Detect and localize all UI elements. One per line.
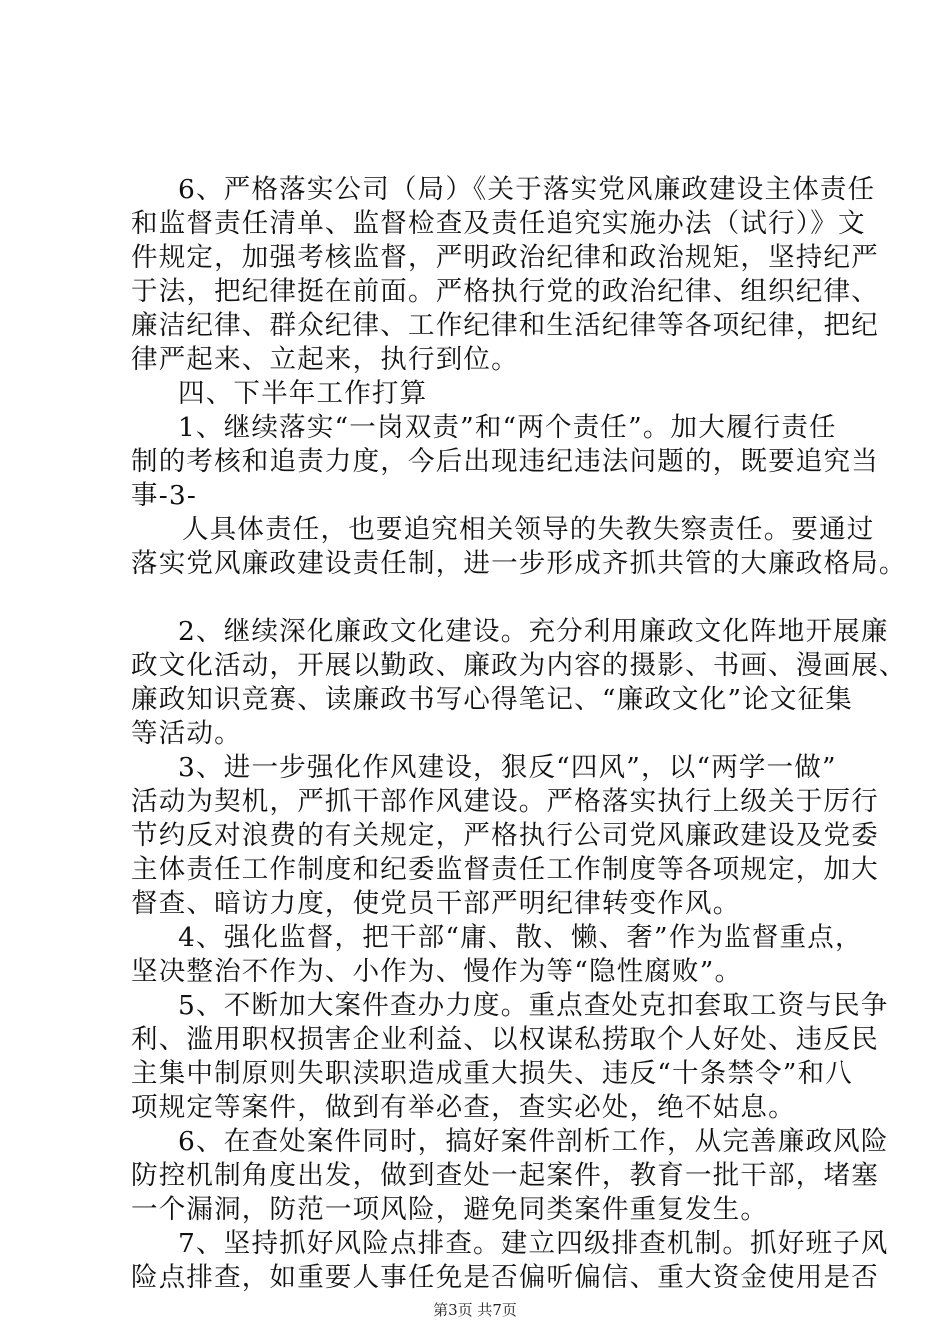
item-1-line-3: 事-3-: [131, 480, 198, 511]
item-5-line-2: 利、滥用职权损害企业利益、以权谋私捞取个人好处、违反民: [131, 1024, 879, 1055]
item-2-line-3: 廉政知识竞赛、读廉政书写心得笔记、“廉政文化”论文征集: [131, 684, 853, 715]
item-2-line-1: 2、继续深化廉政文化建设。充分利用廉政文化阵地开展廉: [178, 616, 889, 647]
item-7-line-1: 7、坚持抓好风险点排查。建立四级排查机制。抓好班子风: [178, 1228, 889, 1259]
item-1-line-1: 1、继续落实“一岗双责”和“两个责任”。加大履行责任: [178, 412, 837, 443]
paragraph-6-line-5: 廉洁纪律、群众纪律、工作纪律和生活纪律等各项纪律，把纪: [131, 310, 879, 341]
item-6-line-3: 一个漏洞，防范一项风险，避免同类案件重复发生。: [131, 1194, 769, 1225]
item-1-line-2: 制的考核和追责力度，今后出现违纪违法问题的，既要追究当: [131, 446, 879, 477]
paragraph-6-line-6: 律严起来、立起来，执行到位。: [131, 344, 519, 375]
paragraph-6-line-1: 6、严格落实公司（局）《关于落实党风廉政建设主体责任: [178, 174, 876, 205]
item-3-line-3: 节约反对浪费的有关规定，严格执行公司党风廉政建设及党委: [131, 820, 879, 851]
item-4-line-2: 坚决整治不作为、小作为、慢作为等“隐性腐败”。: [131, 956, 743, 987]
section-heading: 四、下半年工作打算: [178, 378, 428, 409]
item-6-line-2: 防控机制角度出发，做到查处一起案件，教育一批干部，堵塞: [131, 1160, 879, 1191]
item-3-line-5: 督查、暗访力度，使党员干部严明纪律转变作风。: [131, 888, 741, 919]
page-number-footer: 第3页 共7页: [433, 1301, 517, 1319]
paragraph-6-line-4: 于法，把纪律挺在前面。严格执行党的政治纪律、组织纪律、: [131, 276, 879, 307]
item-3-line-4: 主体责任工作制度和纪委监督责任工作制度等各项规定，加大: [131, 854, 879, 885]
item-1-line-4: 人具体责任，也要追究相关领导的失教失察责任。要通过: [182, 514, 875, 545]
item-5-line-4: 项规定等案件，做到有举必查，查实必处，绝不姑息。: [131, 1092, 796, 1123]
item-7-line-2: 险点排查，如重要人事任免是否偏听偏信、重大资金使用是否: [131, 1262, 879, 1293]
item-5-line-1: 5、不断加大案件查办力度。重点查处克扣套取工资与民争: [178, 990, 889, 1021]
paragraph-6-line-3: 件规定，加强考核监督，严明政治纪律和政治规矩，坚持纪严: [131, 242, 879, 273]
item-2-line-2: 政文化活动，开展以勤政、廉政为内容的摄影、书画、漫画展、: [131, 650, 907, 681]
item-6-line-1: 6、在查处案件同时，搞好案件剖析工作，从完善廉政风险: [178, 1126, 889, 1157]
paragraph-6-line-2: 和监督责任清单、监督检查及责任追究实施办法（试行）》文: [131, 208, 866, 239]
item-4-line-1: 4、强化监督，把干部“庸、散、懒、奢”作为监督重点，: [178, 922, 863, 953]
item-3-line-1: 3、进一步强化作风建设，狠反“四风”，以“两学一做”: [178, 752, 837, 783]
item-2-line-4: 等活动。: [131, 718, 242, 749]
item-1-line-5: 落实党风廉政建设责任制，进一步形成齐抓共管的大廉政格局。: [131, 548, 907, 579]
item-5-line-3: 主集中制原则失职渎职造成重大损失、违反“十条禁令”和八: [131, 1058, 853, 1089]
item-3-line-2: 活动为契机，严抓干部作风建设。严格落实执行上级关于厉行: [131, 786, 879, 817]
